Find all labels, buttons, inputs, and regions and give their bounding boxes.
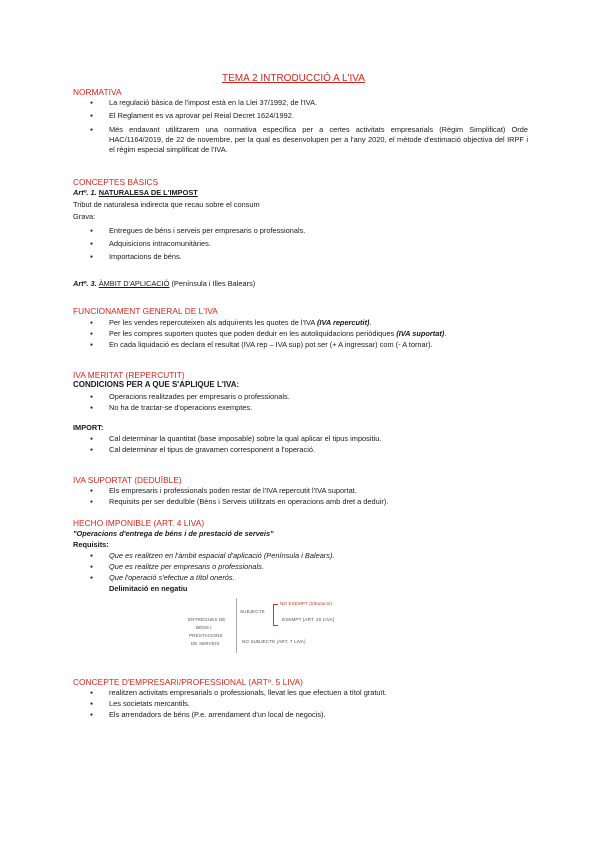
article-1-heading <box>73 188 198 198</box>
hecho-quote: "Operacions d'entrega de béns i de prestació de serveis" <box>73 529 274 538</box>
import-heading: IMPORT: <box>73 423 104 432</box>
list-item: ● La regulació bàsica de l'impost està en la Llei 37/1992, de l'IVA. <box>109 98 317 108</box>
section-heading-meritat: IVA MERITAT (REPERCUTIT) <box>73 370 185 380</box>
section-heading-hecho: HECHO IMPONIBLE (ART. 4 LIVA) <box>73 518 205 528</box>
section-heading-normativa: NORMATIVA <box>73 87 122 97</box>
requisits-label: Requisits: <box>73 540 109 549</box>
list-item: ● Els empresaris i professionals poden restar de l'IVA repercutit l'IVA suportat. <box>109 486 357 496</box>
list-item: ● Més endavant utilitzarem una normativa específica per a certes activitats empresarials (Règim Simplificat) Orde HAC/1164/2019, de 22 de novembre, per la qual es desenvolupen per a l'any 2020, el mètode d'estimació objectiva del IRPF i el règim especial simplificat de l'IVA. <box>109 125 528 155</box>
article-1-prefix: Artº. 1. <box>73 188 97 197</box>
diagram-brace-tick <box>273 604 278 605</box>
tribut-text: Tribut de naturalesa indirecta que recau sobre el consum <box>73 200 260 209</box>
list-item: ● Cal determinar el tipus de gravamen corresponent a l'operació. <box>109 445 315 455</box>
diagram-brace-right <box>273 604 274 626</box>
article-3-heading <box>73 279 255 289</box>
list-item: ● Per les vendes repercuteixen als adquirents les quotes de l'IVA (IVA repercutit). <box>109 318 372 328</box>
diagram-left-line: DE SERVEIS <box>191 641 220 646</box>
article-3-title: ÀMBIT D'APLICACIÓ <box>98 279 170 288</box>
page-title: TEMA 2 INTRODUCCIÓ A L'IVA <box>222 73 365 84</box>
list-item: ● Adquisicions intracomunitàries. <box>109 239 211 249</box>
list-item: ● Que es realitze per empresaris o professionals. <box>109 562 264 572</box>
list-item: ● realitzen activitats empresarials o professionals, llevat les que efectuen a títol gratuït. <box>109 688 387 698</box>
diagram-left-line: PRESTACIONS <box>189 633 223 638</box>
diagram-brace-tick <box>273 625 278 626</box>
list-item: ● Importacions de béns. <box>109 252 182 262</box>
diagram-brace-left <box>236 598 237 653</box>
list-item: ● Que es realitzen en l'àmbit espacial d'aplicació (Península i Balears). <box>109 551 334 561</box>
list-item: ● No ha de tractar-se d'operacions exemptes. <box>109 403 252 413</box>
section-heading-conceptes: CONCEPTES BÀSICS <box>73 177 159 187</box>
article-1-title: NATURALESA DE L'IMPOST <box>98 188 198 197</box>
article-3-scope: (Península i Illes Balears) <box>171 279 256 288</box>
list-item: ● Operacions realitzades per empresaris o professionals. <box>109 392 290 402</box>
list-item: ● El Reglament es va aprovar pel Reial Decret 1624/1992. <box>109 111 294 121</box>
section-heading-concepte: CONCEPTE D'EMPRESARI/PROFESSIONAL (ARTº. 5 LIVA) <box>73 677 304 687</box>
section-heading-suportat: IVA SUPORTAT (DEDUÏBLE) <box>73 475 182 485</box>
condicions-heading: CONDICIONS PER A QUE S'APLIQUE L'IVA: <box>73 380 240 389</box>
delimitacio-label: Delimitació en negatiu <box>109 584 188 593</box>
list-item: ● Requisits per ser deduïble (Béns i Serveis utilitzats en operacions amb dret a deduir). <box>109 497 388 507</box>
article-3-prefix: Artº. 3. <box>73 279 97 288</box>
list-item: ● Entregues de béns i serveis per empresaris o professionals. <box>109 226 305 236</box>
list-item: ● Cal determinar la quantitat (base imposable) sobre la qual aplicar el tipus impositiu. <box>109 434 381 444</box>
diagram-no-exempt: NO EXEMPT (tributació) <box>280 601 333 606</box>
diagram-exempt: EXEMPT (ART. 20 LIVA) <box>282 617 335 622</box>
diagram-left-line: ENTREGUES DE <box>188 617 226 622</box>
section-heading-funcionament: FUNCIONAMENT GENERAL DE L'IVA <box>73 306 218 316</box>
diagram-left-line: BÉNS I <box>196 625 212 630</box>
list-item: ● Que l'operació s'efectue a títol onerós. <box>109 573 235 583</box>
diagram-no-subjecte: NO SUBJECTE (ART. 7 LIVA) <box>242 639 306 644</box>
list-item: ● Els arrendadors de béns (P.e. arrendament d'un local de negocis). <box>109 710 326 720</box>
grava-label: Grava: <box>73 212 96 221</box>
diagram-subjecte: SUBJECTE <box>240 609 265 614</box>
list-item: ● En cada liquidació es declara el resultat (IVA rep – IVA sup) pot ser (+ A ingressar) com (- A tornar). <box>109 340 433 350</box>
list-item: ● Les societats mercantils. <box>109 699 190 709</box>
list-item: ● Per les compres suporten quotes que poden deduir en les autoliquidacions periòdiques (IVA suportat). <box>109 329 446 339</box>
